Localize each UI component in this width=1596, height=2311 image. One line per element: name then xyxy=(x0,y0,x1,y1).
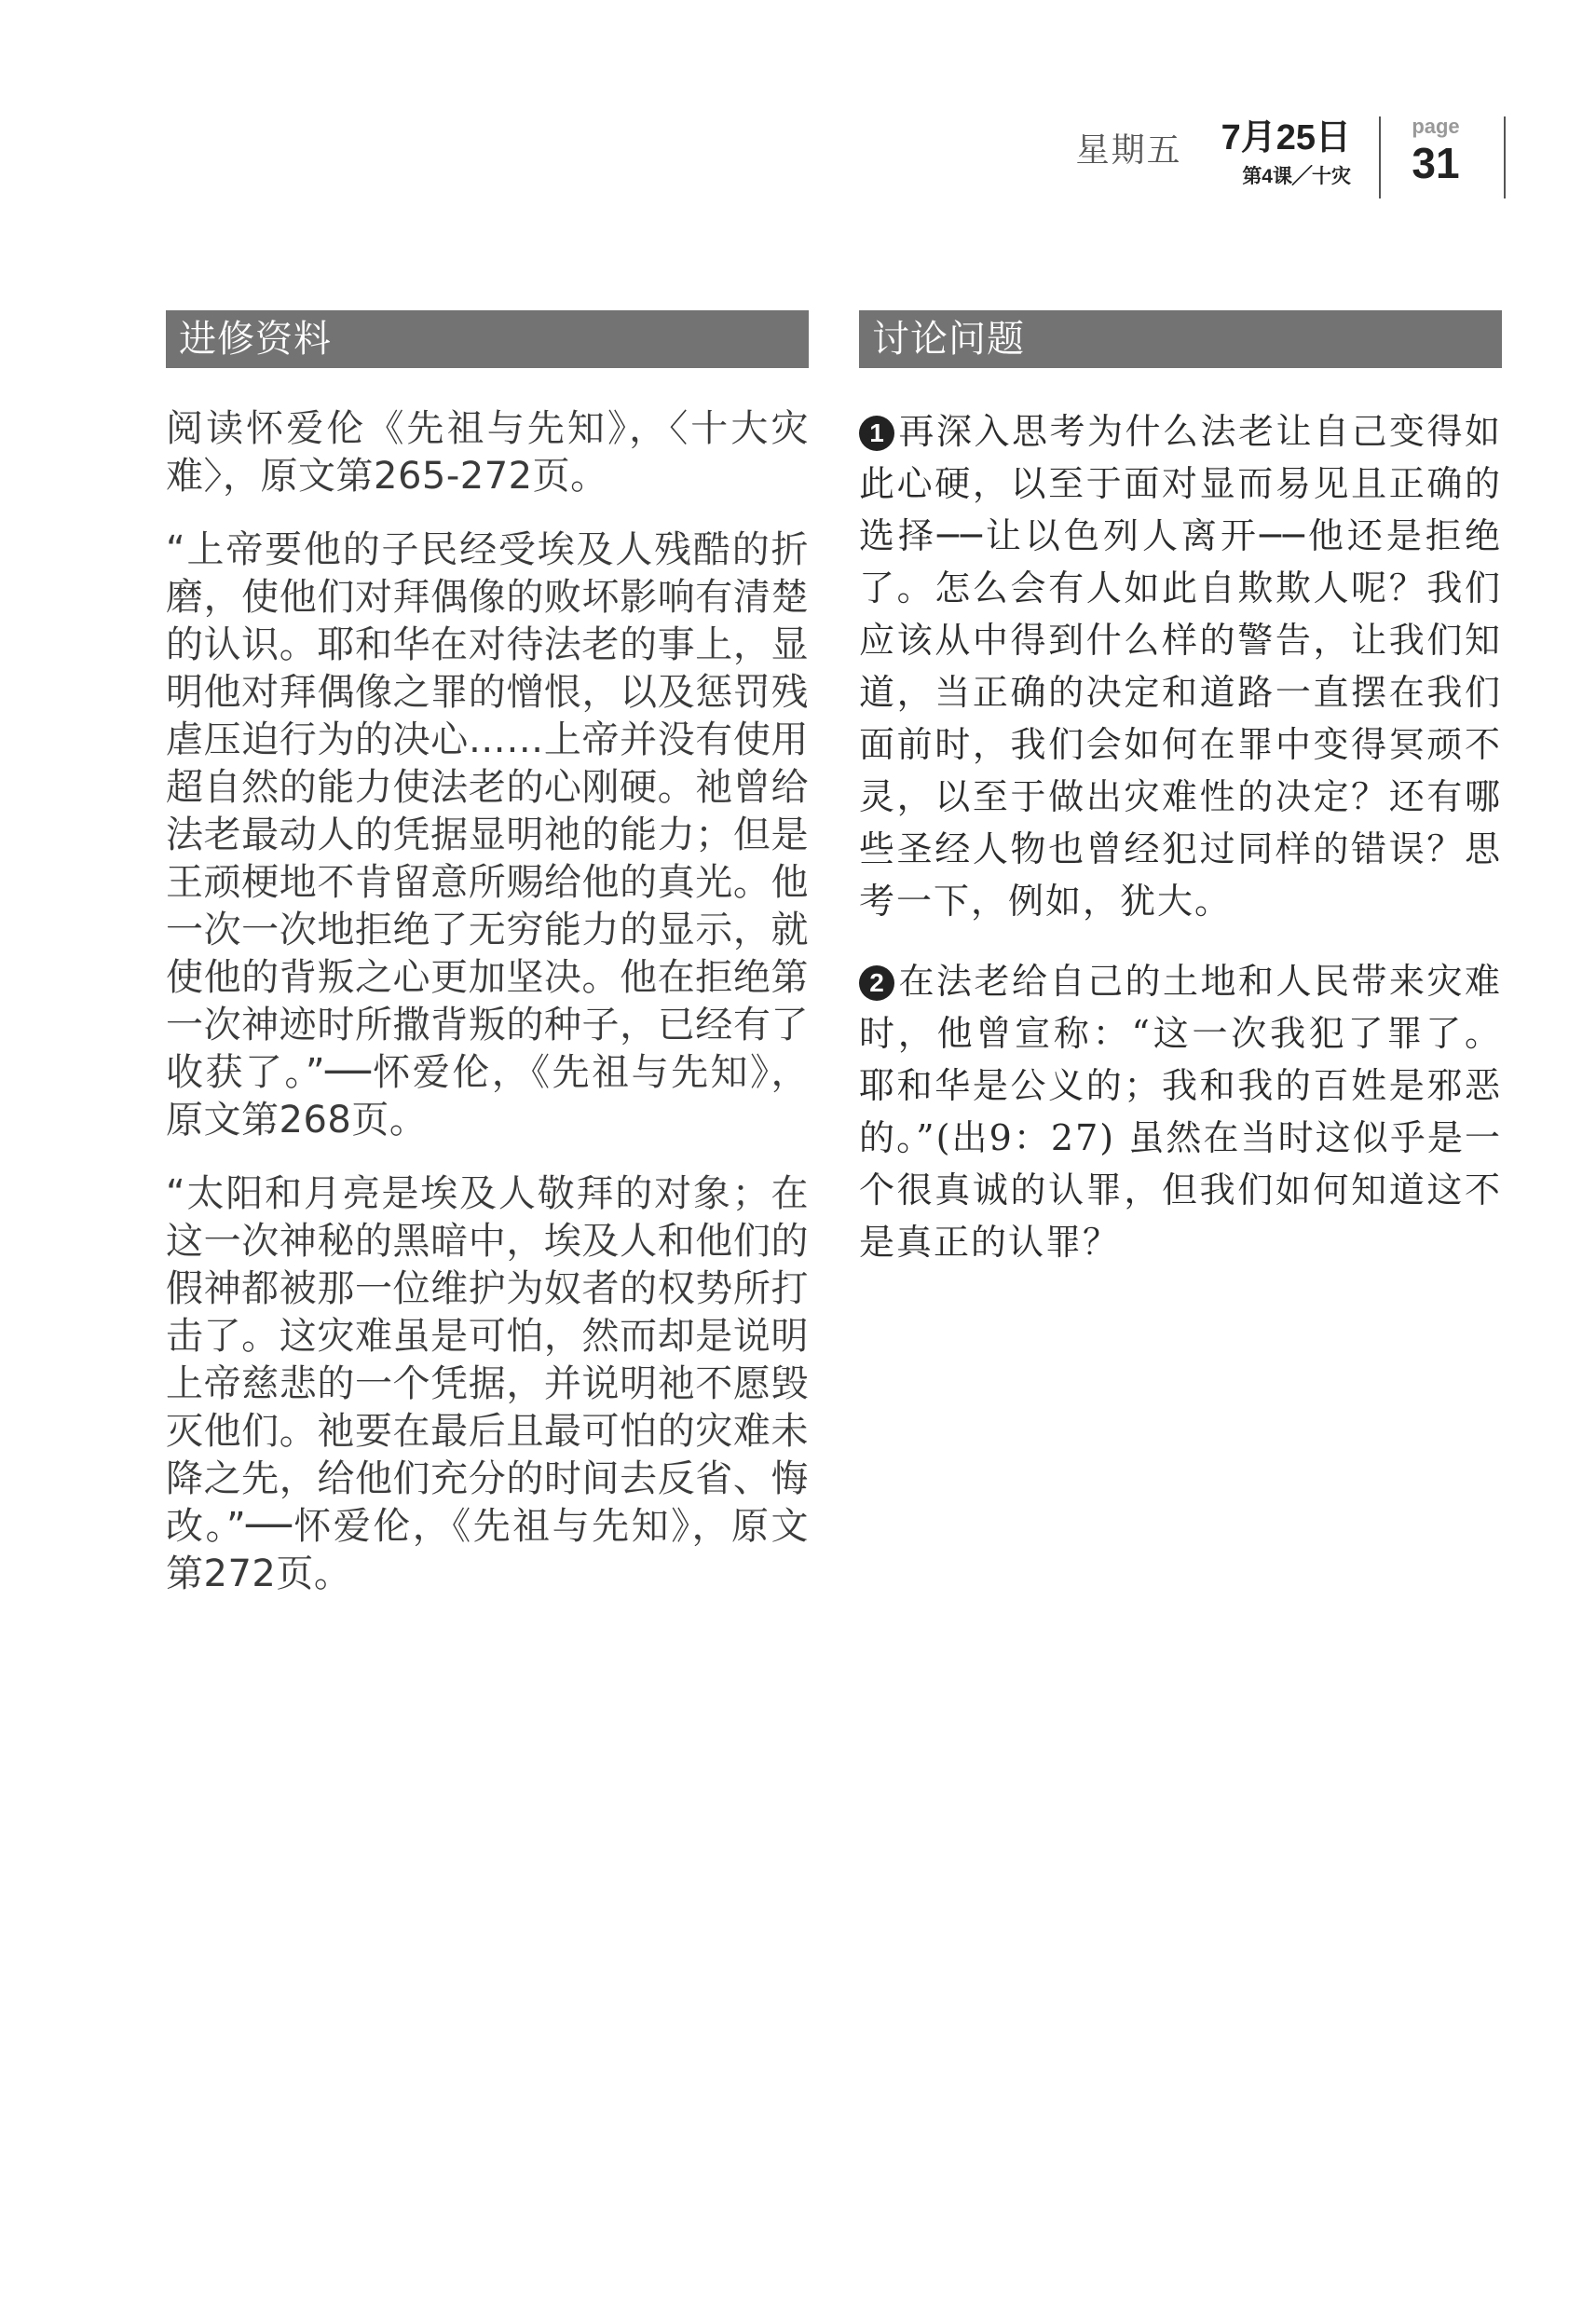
page-header xyxy=(1076,116,1506,202)
header-divider xyxy=(1379,116,1381,198)
question-number-badge: 1 xyxy=(859,416,894,451)
further-study-column xyxy=(166,310,809,1624)
discussion-question xyxy=(859,405,1502,927)
page-number: 31 xyxy=(1412,139,1460,187)
date-label: 7月25日 xyxy=(1221,118,1351,157)
weekday-label: 星期五 xyxy=(1075,131,1182,170)
question-number-badge: 2 xyxy=(859,965,894,1001)
page-label: page xyxy=(1412,115,1460,138)
discussion-question xyxy=(859,955,1502,1268)
question-text: 在法老给自己的土地和人民带来灾难时，他曾宣称：“这一次我犯了罪了。耶和华是公义的；我和我的百姓是邪恶的。”(出9：27) 虽然在当时这似乎是一个很真诚的认罪，但我们如何知道这不是真正的认罪？ xyxy=(859,961,1502,1263)
question-text: 再深入思考为什么法老让自己变得如此心硬，以至于面对显而易见且正确的选择──让以色列人离开──他还是拒绝了。怎么会有人如此自欺欺人呢？我们应该从中得到什么样的警告，让我们知道，当正确的决定和道路一直摆在我们面前时，我们会如何在罪中变得冥顽不灵，以至于做出灾难性的决定？还有哪些圣经人物也曾经犯过同样的错误？思考一下，例如，犹大。 xyxy=(859,411,1502,922)
discussion-column xyxy=(859,310,1502,1296)
date-block xyxy=(1221,116,1351,189)
lesson-label: 第4课╱十灾 xyxy=(1242,166,1351,187)
page-edge-line xyxy=(1504,116,1506,198)
quote-paragraph: “太阳和月亮是埃及人敬拜的对象；在这一次神秘的黑暗中，埃及人和他们的假神都被那一位维护为奴者的权势所打击了。这灾难虽是可怕，然而却是说明上帝慈悲的一个凭据，并说明祂不愿毁灭他们。祂要在最后且最可怕的灾难未降之先，给他们充分的时间去反省、悔改。”──怀爱伦，《先祖与先知》，原文第272页。 xyxy=(166,1172,809,1595)
reading-assignment: 阅读怀爱伦《先祖与先知》，〈十大灾难〉，原文第265-272页。 xyxy=(166,407,809,498)
further-study-heading: 进修资料 xyxy=(166,310,809,368)
page-number-block xyxy=(1407,116,1465,189)
quote-paragraph: “上帝要他的子民经受埃及人残酷的折磨，使他们对拜偶像的败坏影响有清楚的认识。耶和华在对待法老的事上，显明他对拜偶像之罪的憎恨，以及惩罚残虐压迫行为的决心……上帝并没有使用超自然的能力使法老的心刚硬。祂曾给法老最动人的凭据显明祂的能力；但是王顽梗地不肯留意所赐给他的真光。他一次一次地拒绝了无穷能力的显示，就使他的背叛之心更加坚决。他在拒绝第一次神迹时所撒背叛的种子，已经有了收获了。”──怀爱伦，《先祖与先知》，原文第268页。 xyxy=(166,528,809,1142)
discussion-heading: 讨论问题 xyxy=(859,310,1502,368)
